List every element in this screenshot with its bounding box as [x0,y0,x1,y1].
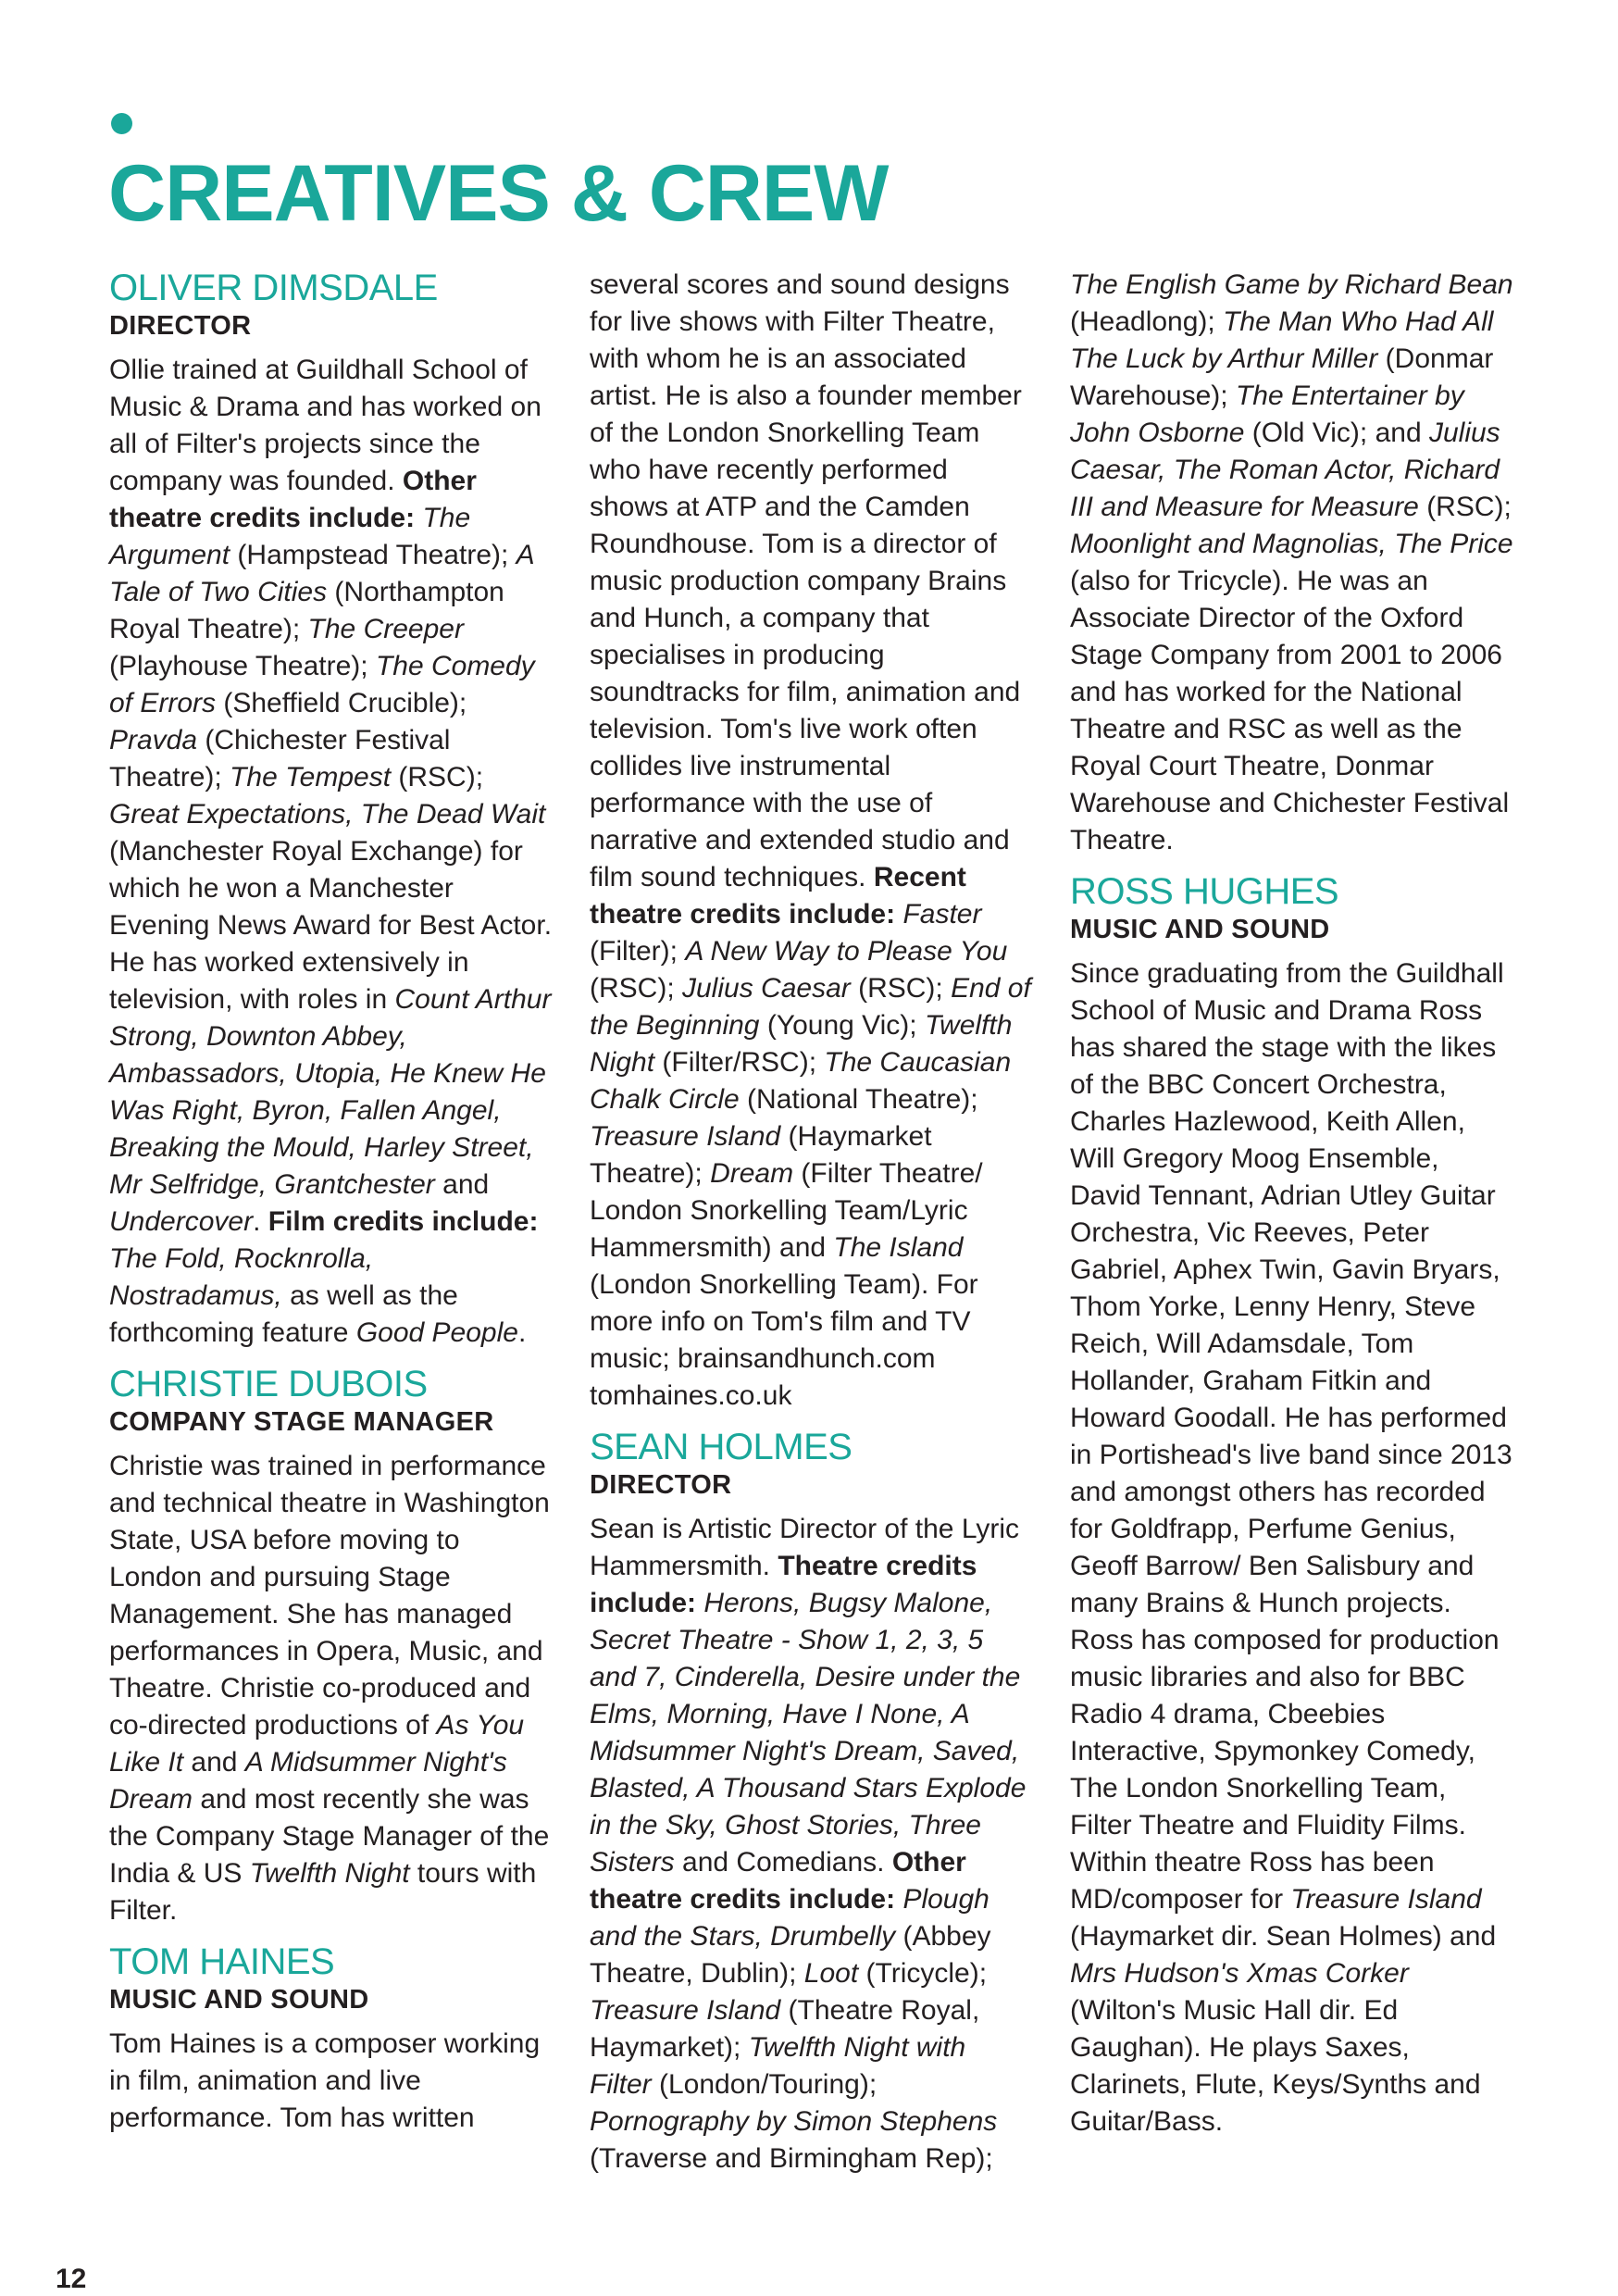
italic-title: Count Arthur Strong, Downton Abbey, Ambassadors, Utopia, He Knew He Was Right, Byron, Fallen Angel, Breaking the Mould, Harley Street, Mr Selfridge, Grantchester [109,984,552,1200]
text-run: Christie was trained in performance and technical theatre in Washington State, USA before moving to London and pursuing Stage Management. She has managed performances in Opera, Music, and Theatre. Christie co-produced and co-directed productions of [109,1451,550,1741]
bold-label: Other theatre credits include: [590,1847,966,1915]
italic-title: Pornography by Simon Stephens [590,2106,998,2137]
text-run: (Chichester Festival Theatre); [109,725,451,792]
italic-title: Good People [355,1317,518,1348]
bio-paragraph [590,1511,1034,2177]
bold-label: Film credits include: [268,1206,539,1237]
text-run: and most recently she was the Company Stage Manager of the India & US [109,1784,550,1889]
text-run: (Old Vic); and [1244,418,1429,448]
bold-label: Recent theatre credits include: [590,862,966,930]
italic-title: Julius Caesar [682,973,851,1004]
text-run: (Haymarket dir. Sean Holmes) and [1070,1921,1497,1952]
person-name: ROSS HUGHES [1070,871,1339,912]
text-run: . [517,1317,527,1348]
italic-title: Treasure Island [590,1121,781,1152]
text-run: (Manchester Royal Exchange) for which he won a Manchester Evening News Award for Best Actor. He has worked extensively in television, with roles in [109,836,553,1015]
text-run: (Northampton Royal Theatre); [109,577,504,644]
text-run: and Comedians. [674,1847,892,1878]
italic-title: A Tale of Two Cities [109,540,534,607]
italic-title: Treasure Island [590,1995,781,2026]
italic-title: Twelfth Night [249,1858,410,1889]
italic-title: A New Way to Please You [685,936,1008,967]
column-3 [1070,267,1514,2140]
text-run: (RSC); [1418,492,1512,522]
italic-title: Herons, Bugsy Malone, Secret Theatre - Show 1, 2, 3, 5 and 7, Cinderella, Desire under the Elms, Morning, Have I None, A Midsummer Night's Dream, Saved, Blasted, A Thousand Stars Explode in the Sky, Ghost Stories, Three Sisters [590,1588,1027,1878]
italic-title: Moonlight and Magnolias, The Price [1070,529,1513,559]
person-role: MUSIC AND SOUND [1070,915,1330,944]
italic-title: The Caucasian Chalk Circle [590,1047,1012,1115]
italic-title: As You Like It [109,1710,525,1778]
italic-title: The Tempest [230,762,392,792]
text-run: Tom Haines is a composer working in film, animation and live performance. Tom has written [109,2028,541,2133]
bold-label: Theatre credits include: [590,1551,977,1618]
bold-label: Other theatre credits include: [109,466,477,533]
text-run: (London/Touring); [651,2069,877,2100]
text-run: (London Snorkelling Team). For more info on Tom's film and TV music; brainsandhunch.com tomhaines.co.uk [590,1269,978,1411]
accent-dot [111,113,132,134]
italic-title: Dream [710,1158,794,1189]
italic-title: The Island [833,1232,964,1263]
text-run: (Tricycle); [858,1958,988,1989]
text-run: (Abbey Theatre, Dublin); [590,1921,991,1989]
italic-title: The Man Who Had All The Luck by Arthur Miller [1070,306,1494,374]
text-run: (Headlong); [1070,306,1224,337]
bio-paragraph [1070,955,1514,2140]
italic-title: Undercover [109,1206,254,1237]
person-name: TOM HAINES [109,1941,335,1982]
text-run: (Sheffield Crucible); [216,688,467,718]
bio-paragraph [109,1448,554,1929]
text-run: (Traverse and Birmingham Rep); [590,2143,993,2174]
text-run: (Donmar Warehouse); [1070,343,1494,411]
italic-title: Treasure Island [1290,1884,1482,1915]
text-run: and [183,1747,245,1778]
person-role: MUSIC AND SOUND [109,1985,369,2015]
italic-title: Faster [902,899,982,930]
person-role: DIRECTOR [109,311,252,341]
text-run: (also for Tricycle). He was an Associate Director of the Oxford Stage Company from 2001 to 2006 and has worked for the National Theatre and RSC as well as the Royal Court Theatre, Donmar Warehouse and Chichester Festival Theatre. [1070,566,1510,855]
italic-title: Julius Caesar, The Roman Actor, Richard III and Measure for Measure [1070,418,1500,522]
text-run: (RSC); [391,762,484,792]
text-run: (RSC); [590,973,682,1004]
italic-title: Loot [803,1958,859,1989]
italic-title: Twelfth Night with Filter [590,2032,966,2100]
text-run: (National Theatre); [739,1084,978,1115]
text-run: (Young Vic); [759,1010,925,1041]
italic-title: Mrs Hudson's Xmas Corker [1070,1958,1409,1989]
italic-title: The Creeper [307,614,464,644]
text-run: (Theatre Royal, Haymarket); [590,1995,980,2063]
text-run: (Filter); [590,936,686,967]
text-run: Since graduating from the Guildhall School of Music and Drama Ross has shared the stage with the likes of the BBC Concert Orchestra, Charles Hazlewood, Keith Allen, Will Gregory Moog Ensemble, David Tennant, Adrian Utley Guitar Orchestra, Vic Reeves, Peter Gabriel, Aphex Twin, Gavin Bryars, Thom Yorke, Lenny Henry, Steve Reich, Will Adamsdale, Tom Hollander, Graham Fitkin and Howard Goodall. He has performed in Portishead's live band since 2013 and amongst others has recorded for Goldfrapp, Perfume Genius, Geoff Barrow/ Ben Salisbury and many Brains & Hunch projects. Ross has composed for production music libraries and also for BBC Radio 4 drama, Cbeebies Interactive, Spymonkey Comedy, The London Snorkelling Team, Filter Theatre and Fluidity Films. Within theatre Ross has been MD/composer for [1070,958,1512,1915]
text-run: several scores and sound designs for live shows with Filter Theatre, with whom he is an associated artist. He is also a founder member of the London Snorkelling Team who have recently performed shows at ATP and the Camden Roundhouse. Tom is a director of music production company Brains and Hunch, a company that specialises in producing soundtracks for film, animation and television. Tom's live work often collides live instrumental performance with the use of narrative and extended studio and film sound techniques. [590,269,1022,892]
italic-title: Plough and the Stars, Drumbelly [590,1884,989,1952]
column-2 [590,267,1034,2177]
italic-title: Pravda [109,725,198,755]
text-run: . [253,1206,268,1237]
text-run: (Wilton's Music Hall dir. Ed Gaughan). He plays Saxes, Clarinets, Flute, Keys/Synths and Guitar/Bass. [1070,1995,1481,2137]
text-run: Sean is Artistic Director of the Lyric Hammersmith. [590,1514,1020,1581]
person-role: COMPANY STAGE MANAGER [109,1407,494,1437]
person-name: OLIVER DIMSDALE [109,268,438,308]
person-name: SEAN HOLMES [590,1427,853,1467]
text-run: as well as the forthcoming feature [109,1280,458,1348]
italic-title: The Argument [109,503,471,570]
text-run: (Haymarket Theatre); [590,1121,932,1189]
person-role: DIRECTOR [590,1470,732,1500]
person-name: CHRISTIE DUBOIS [109,1364,428,1404]
text-run: Ollie trained at Guildhall School of Music & Drama and has worked on all of Filter's projects since the company was founded. [109,355,541,496]
italic-title: The Fold, Rocknrolla, Nostradamus, [109,1243,374,1311]
italic-title: Great Expectations, The Dead Wait [109,799,546,830]
text-run: (Playhouse Theatre); [109,651,376,681]
italic-title: The Entertainer by John Osborne [1070,381,1464,448]
italic-title: Twelfth Night [590,1010,1013,1078]
text-run: (Filter/RSC); [654,1047,825,1078]
text-run: and [434,1169,490,1200]
italic-title: A Midsummer Night's Dream [109,1747,507,1815]
page-number: 12 [56,2264,87,2294]
text-run: (RSC); [850,973,952,1004]
bio-paragraph [109,352,554,1352]
text-run: tours with Filter. [109,1858,537,1926]
page-title: CREATIVES & CREW [108,149,889,238]
bio-paragraph [109,2026,554,2137]
bio-paragraph [1070,267,1514,859]
column-1 [109,267,554,2137]
bio-paragraph [590,267,1034,1415]
italic-title: The Comedy of Errors [109,651,535,718]
italic-title: The English Game by Richard Bean [1070,269,1513,300]
text-run: (Filter Theatre/ London Snorkelling Team/Lyric Hammersmith) and [590,1158,983,1263]
text-run: (Hampstead Theatre); [230,540,517,570]
italic-title: End of the Beginning [590,973,1031,1041]
